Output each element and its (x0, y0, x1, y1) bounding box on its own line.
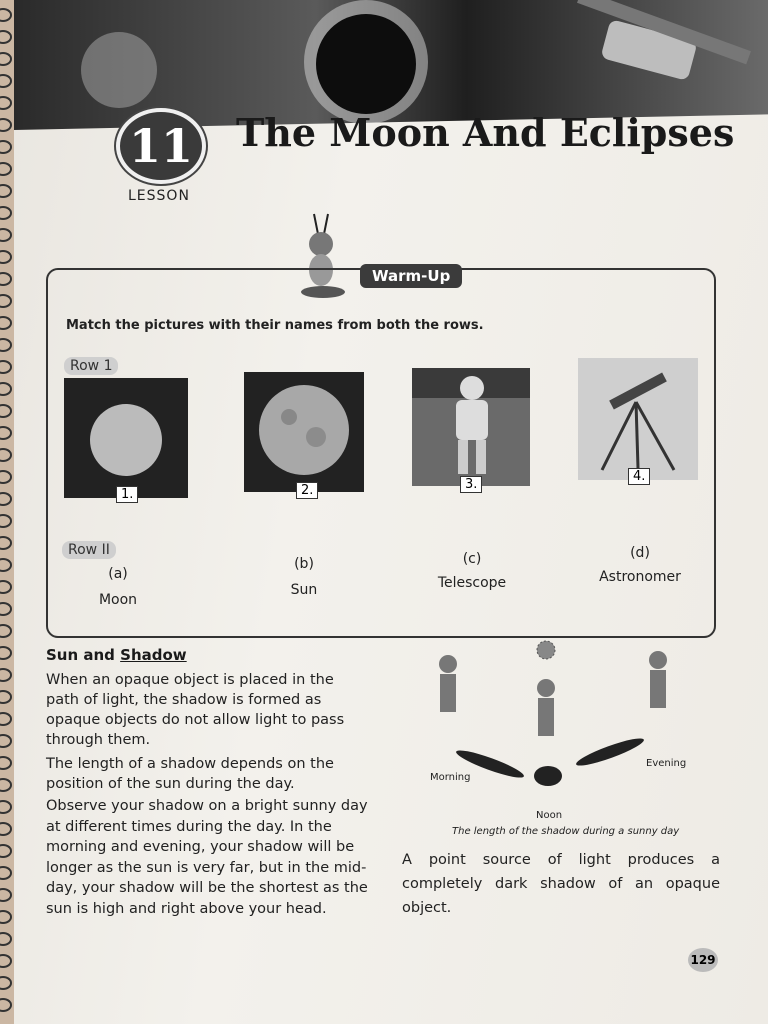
option-a (90, 566, 146, 608)
picture-1 (64, 378, 188, 498)
spiral-ring (0, 184, 12, 198)
spiral-ring (0, 206, 12, 220)
option-name: Telescope (437, 575, 507, 591)
spiral-ring (0, 360, 12, 374)
spiral-ring (0, 646, 12, 660)
spiral-ring (0, 888, 12, 902)
option-name: Sun (290, 582, 318, 598)
section-heading (46, 646, 187, 664)
spiral-ring (0, 338, 12, 352)
spiral-ring (0, 8, 12, 22)
spiral-ring (0, 514, 12, 528)
figure-caption: The length of the shadow during a sunny day (452, 826, 680, 837)
picture-number-1: 1. (116, 486, 138, 503)
heading-underlined-text: Shadow (120, 646, 187, 664)
full-moon-icon (244, 372, 364, 492)
picture-number-4: 4. (628, 468, 650, 485)
heading-text: Sun and (46, 646, 121, 664)
spiral-ring (0, 30, 12, 44)
spiral-ring (0, 668, 12, 682)
spiral-ring (0, 756, 12, 770)
spiral-ring (0, 602, 12, 616)
option-d (592, 545, 688, 585)
spiral-ring (0, 954, 12, 968)
spiral-ring (0, 976, 12, 990)
warmup-label: Warm-Up (360, 264, 462, 288)
spiral-ring (0, 272, 12, 286)
spiral-ring (0, 118, 12, 132)
lesson-number-badge: 11 (116, 108, 206, 184)
label-evening: Evening (646, 758, 687, 769)
paragraph-4: A point source of light produces a completely dark shadow of an opaque object. (402, 852, 720, 916)
paragraph-3: Observe your shadow on a bright sunny day at different times during the day. In the morning and evening, your shadow will be longer as the sun is very far, but in the mid-day, your shadow will be the shortest as the sun is high and right above your head. (46, 798, 368, 917)
spiral-ring (0, 690, 12, 704)
paragraph-1: When an opaque object is placed in the path of light, the shadow is formed as opaque objects do not allow light to pass through them. (46, 672, 345, 748)
row2-label: Row II (62, 541, 116, 559)
spiral-ring (0, 910, 12, 924)
page-number: 129 (688, 948, 718, 972)
spiral-ring (0, 140, 12, 154)
spiral-ring (0, 734, 12, 748)
option-letter: (c) (462, 551, 482, 567)
option-c (432, 551, 512, 591)
spiral-ring (0, 844, 12, 858)
spiral-ring (0, 316, 12, 330)
spiral-ring (0, 800, 12, 814)
paragraph-2: The length of a shadow depends on the position of the sun during the day. (46, 756, 334, 792)
option-b (276, 556, 332, 598)
picture-number-2: 2. (296, 482, 318, 499)
option-name: Moon (98, 592, 138, 608)
astronaut-icon (412, 368, 530, 486)
spiral-ring (0, 470, 12, 484)
spiral-binding (0, 0, 14, 1024)
spiral-ring (0, 228, 12, 242)
warmup-instruction: Match the pictures with their names from both the rows. (66, 318, 484, 333)
lesson-label: LESSON (128, 188, 190, 204)
spiral-ring (0, 712, 12, 726)
spiral-ring (0, 536, 12, 550)
picture-4 (578, 358, 698, 480)
spiral-ring (0, 580, 12, 594)
spiral-ring (0, 624, 12, 638)
spiral-ring (0, 492, 12, 506)
spiral-ring (0, 448, 12, 462)
spiral-ring (0, 52, 12, 66)
picture-2 (244, 372, 364, 492)
option-letter: (a) (108, 566, 128, 582)
spiral-ring (0, 250, 12, 264)
spiral-ring (0, 866, 12, 880)
shadow-figure (410, 636, 690, 816)
row1-label: Row 1 (64, 357, 118, 375)
option-name: Astronomer (599, 569, 681, 585)
option-letter: (d) (630, 545, 650, 561)
spiral-ring (0, 74, 12, 88)
spiral-ring (0, 382, 12, 396)
spiral-ring (0, 778, 12, 792)
picture-3 (412, 368, 530, 486)
spiral-ring (0, 558, 12, 572)
spiral-ring (0, 998, 12, 1012)
spiral-ring (0, 96, 12, 110)
spiral-ring (0, 162, 12, 176)
telescope-icon (578, 358, 698, 480)
spiral-ring (0, 426, 12, 440)
picture-number-3: 3. (460, 476, 482, 493)
spiral-ring (0, 822, 12, 836)
spiral-ring (0, 404, 12, 418)
label-morning: Morning (430, 772, 471, 783)
label-noon: Noon (536, 810, 563, 821)
lesson-title: The Moon And Eclipses (236, 110, 735, 155)
moon-icon (64, 378, 188, 498)
spiral-ring (0, 294, 12, 308)
option-letter: (b) (294, 556, 314, 572)
spiral-ring (0, 932, 12, 946)
